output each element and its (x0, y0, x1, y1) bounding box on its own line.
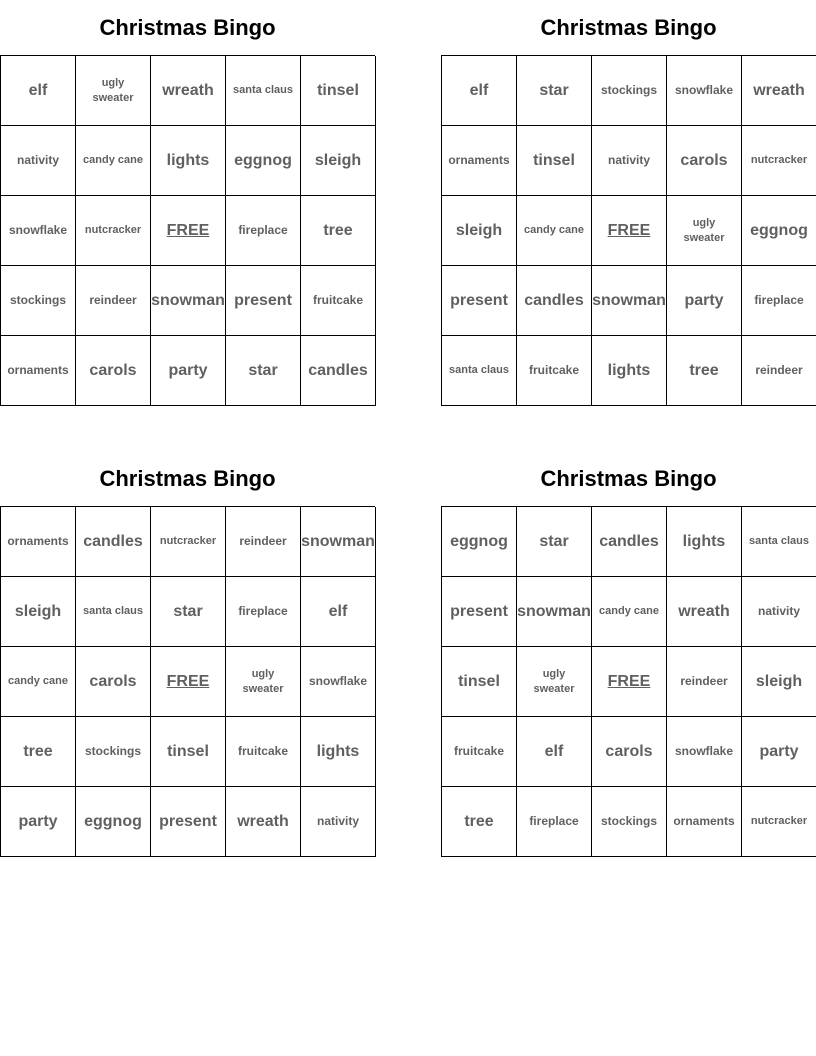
bingo-cell[interactable]: wreath (667, 577, 742, 647)
bingo-cell[interactable]: candles (592, 507, 667, 577)
bingo-cell[interactable]: fruitcake (301, 266, 376, 336)
bingo-cell[interactable]: elf (301, 577, 376, 647)
bingo-cell[interactable]: nutcracker (151, 507, 226, 577)
bingo-cell[interactable]: snowman (301, 507, 376, 577)
bingo-cell[interactable]: eggnog (76, 787, 151, 857)
bingo-cell[interactable]: lights (667, 507, 742, 577)
bingo-cell[interactable]: snowflake (667, 717, 742, 787)
bingo-cell[interactable]: party (151, 336, 226, 406)
bingo-cell[interactable]: lights (301, 717, 376, 787)
bingo-cell[interactable]: ugly sweater (517, 647, 592, 717)
bingo-card-1 (0, 0, 375, 406)
bingo-cell[interactable]: lights (592, 336, 667, 406)
bingo-cell[interactable]: snowflake (1, 196, 76, 266)
bingo-cell[interactable]: eggnog (226, 126, 301, 196)
bingo-cell[interactable]: nativity (742, 577, 816, 647)
bingo-cell[interactable]: candles (517, 266, 592, 336)
bingo-cell[interactable]: elf (517, 717, 592, 787)
bingo-cell[interactable]: carols (592, 717, 667, 787)
bingo-cell[interactable]: eggnog (742, 196, 816, 266)
bingo-cell[interactable]: tree (667, 336, 742, 406)
free-space-cell[interactable]: FREE (592, 647, 667, 717)
bingo-cell[interactable]: snowman (517, 577, 592, 647)
bingo-cell[interactable]: ornaments (1, 336, 76, 406)
bingo-cell[interactable]: fruitcake (442, 717, 517, 787)
bingo-cell[interactable]: ugly sweater (226, 647, 301, 717)
bingo-cell[interactable]: wreath (226, 787, 301, 857)
bingo-cell[interactable]: reindeer (667, 647, 742, 717)
bingo-cell[interactable]: ornaments (1, 507, 76, 577)
bingo-cell[interactable]: santa claus (742, 507, 816, 577)
bingo-cell[interactable]: tinsel (442, 647, 517, 717)
bingo-cell[interactable]: santa claus (442, 336, 517, 406)
bingo-cell[interactable]: present (442, 577, 517, 647)
bingo-cell[interactable]: tree (442, 787, 517, 857)
bingo-cell[interactable]: santa claus (226, 56, 301, 126)
card-title: Christmas Bingo (99, 15, 276, 40)
bingo-cell[interactable]: candy cane (592, 577, 667, 647)
bingo-cell[interactable]: stockings (592, 56, 667, 126)
bingo-cell[interactable]: party (667, 266, 742, 336)
bingo-cell[interactable]: eggnog (442, 507, 517, 577)
card-title: Christmas Bingo (540, 466, 717, 491)
bingo-cell[interactable]: fireplace (517, 787, 592, 857)
bingo-cell[interactable]: fruitcake (517, 336, 592, 406)
bingo-cell[interactable]: reindeer (742, 336, 816, 406)
bingo-cell[interactable]: fruitcake (226, 717, 301, 787)
bingo-grid (441, 55, 816, 406)
bingo-cell[interactable]: tree (1, 717, 76, 787)
bingo-cell[interactable]: snowman (151, 266, 226, 336)
bingo-cell[interactable]: star (226, 336, 301, 406)
bingo-cell[interactable]: snowflake (301, 647, 376, 717)
bingo-cell[interactable]: candles (76, 507, 151, 577)
bingo-cell[interactable]: nutcracker (742, 126, 816, 196)
bingo-cell[interactable]: sleigh (742, 647, 816, 717)
bingo-cell[interactable]: tinsel (151, 717, 226, 787)
bingo-cell[interactable]: present (151, 787, 226, 857)
bingo-card-2 (441, 0, 816, 406)
bingo-cell[interactable]: candy cane (1, 647, 76, 717)
bingo-cell[interactable]: santa claus (76, 577, 151, 647)
bingo-cell[interactable]: carols (76, 647, 151, 717)
bingo-cell[interactable]: tree (301, 196, 376, 266)
free-space-cell[interactable]: FREE (151, 647, 226, 717)
bingo-cell[interactable]: fireplace (742, 266, 816, 336)
bingo-cell[interactable]: stockings (592, 787, 667, 857)
bingo-grid (0, 55, 375, 406)
bingo-cell[interactable]: tinsel (517, 126, 592, 196)
bingo-cell[interactable]: nutcracker (76, 196, 151, 266)
bingo-cell[interactable]: elf (442, 56, 517, 126)
card-title: Christmas Bingo (540, 15, 717, 40)
bingo-cell[interactable]: star (517, 507, 592, 577)
bingo-cell[interactable]: snowman (592, 266, 667, 336)
free-space-cell[interactable]: FREE (592, 196, 667, 266)
bingo-cell[interactable]: nutcracker (742, 787, 816, 857)
bingo-cell[interactable]: sleigh (442, 196, 517, 266)
bingo-cell[interactable]: nativity (1, 126, 76, 196)
bingo-cell[interactable]: present (226, 266, 301, 336)
bingo-cell[interactable]: fireplace (226, 196, 301, 266)
bingo-cell[interactable]: sleigh (1, 577, 76, 647)
bingo-cell[interactable]: star (517, 56, 592, 126)
bingo-cell[interactable]: tinsel (301, 56, 376, 126)
bingo-cell[interactable]: ornaments (442, 126, 517, 196)
bingo-cell[interactable]: wreath (151, 56, 226, 126)
bingo-cell[interactable]: ornaments (667, 787, 742, 857)
free-space-cell[interactable]: FREE (151, 196, 226, 266)
bingo-cell[interactable]: sleigh (301, 126, 376, 196)
bingo-grid (441, 506, 816, 857)
bingo-cell[interactable]: party (742, 717, 816, 787)
bingo-cell[interactable]: ugly sweater (76, 56, 151, 126)
bingo-cell[interactable]: carols (667, 126, 742, 196)
bingo-cell[interactable]: candles (301, 336, 376, 406)
bingo-cell[interactable]: reindeer (226, 507, 301, 577)
bingo-cell[interactable]: wreath (742, 56, 816, 126)
bingo-cell[interactable]: candy cane (517, 196, 592, 266)
bingo-cell[interactable]: stockings (1, 266, 76, 336)
bingo-cell[interactable]: fireplace (226, 577, 301, 647)
bingo-card-3 (0, 451, 375, 857)
bingo-cell[interactable]: candy cane (76, 126, 151, 196)
bingo-cell[interactable]: nativity (301, 787, 376, 857)
bingo-cell[interactable]: party (1, 787, 76, 857)
bingo-cell[interactable]: stockings (76, 717, 151, 787)
bingo-cell[interactable]: snowflake (667, 56, 742, 126)
bingo-cell[interactable]: ugly sweater (667, 196, 742, 266)
bingo-card-4 (441, 451, 816, 857)
bingo-cell[interactable]: lights (151, 126, 226, 196)
bingo-cell[interactable]: present (442, 266, 517, 336)
bingo-cell[interactable]: reindeer (76, 266, 151, 336)
bingo-cell[interactable]: carols (76, 336, 151, 406)
bingo-cell[interactable]: elf (1, 56, 76, 126)
bingo-cell[interactable]: nativity (592, 126, 667, 196)
bingo-grid (0, 506, 375, 857)
bingo-cell[interactable]: star (151, 577, 226, 647)
card-title: Christmas Bingo (99, 466, 276, 491)
